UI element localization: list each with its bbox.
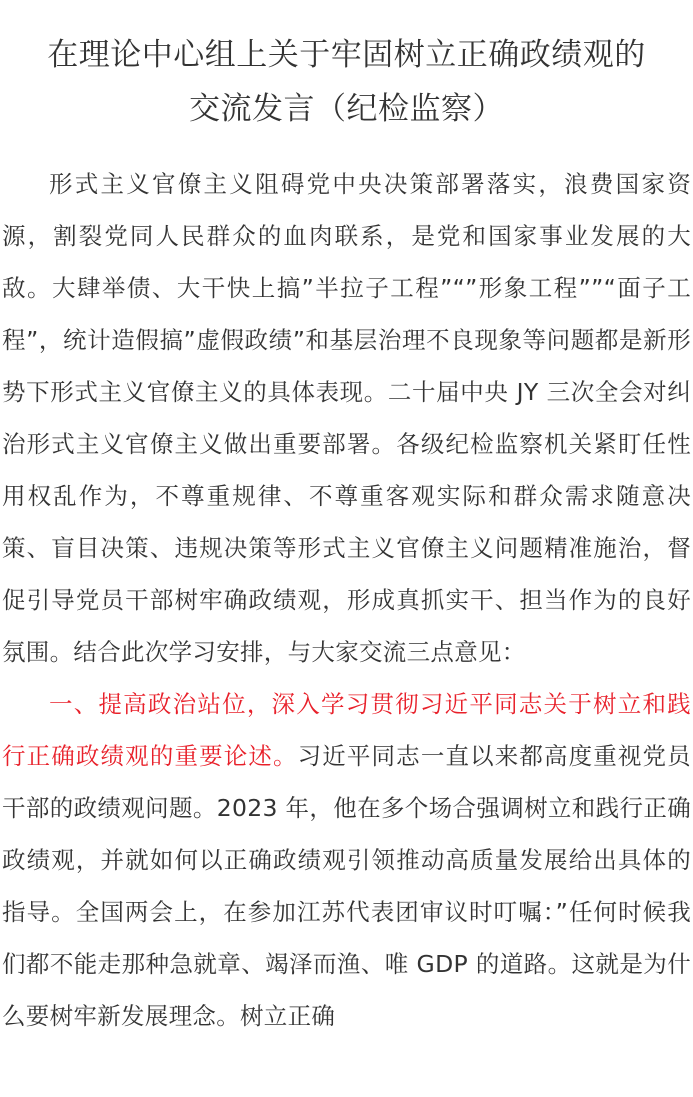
section-one-paragraph xyxy=(2,678,691,1042)
intro-paragraph: 形式主义官僚主义阻碍党中央决策部署落实，浪费国家资源，割裂党同人民群众的血肉联系，是党和国家事业发展的大敌。大肆举债、大干快上搞”半拉子工程”“”形象工程””“面子工程”，统计造假搞”虚假政绩”和基层治理不良现象等问题都是新形势下形式主义官僚主义的具体表现。二十届中央 JY 三次全会对纠治形式主义官僚主义做出重要部署。各级纪检监察机关紧盯任性用权乱作为，不尊重规律、不尊重客观实际和群众需求随意决策、盲目决策、违规决策等形式主义官僚主义问题精准施治，督促引导党员干部树牢确政绩观，形成真抓实干、担当作为的良好氛围。结合此次学习安排，与大家交流三点意见： xyxy=(2,170,691,666)
document-title-line-2: 交流发言（纪检监察） xyxy=(189,91,504,127)
document-title xyxy=(2,28,691,136)
section-one-body: 习近平同志一直以来都高度重视党员干部的政绩观问题。2023 年，他在多个场合强调树立和践行正确政绩观，并就如何以正确政绩观引领推动高质量发展给出具体的指导。全国两会上，在参加江苏代表团审议时叮嘱：”任何时候我们都不能走那种急就章、竭泽而渔、唯 GDP 的道路。这就是为什么要树牢新发展理念。树立正确 xyxy=(2,742,691,1030)
document-title-line-1: 在理论中心组上关于牢固树立正确政绩观的 xyxy=(47,37,646,73)
section-one-heading: 一、提高政治站位，深入学习贯彻习近平同志关于树立和践行正确政绩观的重要论述。 xyxy=(2,690,691,770)
